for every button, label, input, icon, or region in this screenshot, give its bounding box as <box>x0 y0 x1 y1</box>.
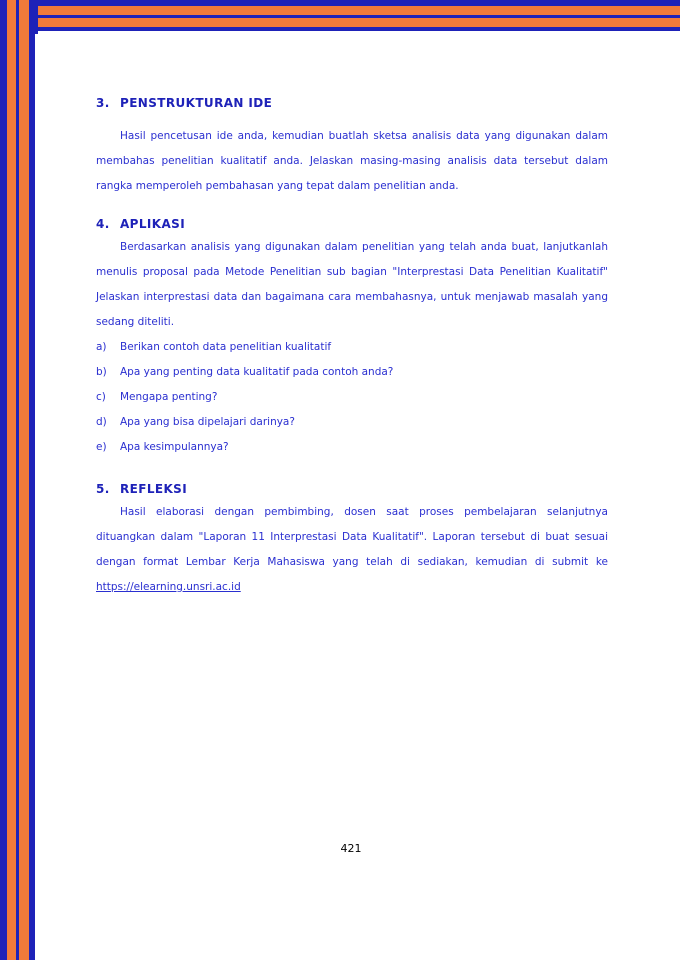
page-content <box>96 96 608 600</box>
list-item-text: Berikan contoh data penelitian kualitatif <box>120 341 332 353</box>
section-title: APLIKASI <box>120 217 186 231</box>
elearning-link[interactable]: https://elearning.unsri.ac.id <box>96 581 241 593</box>
list-marker: c) <box>96 391 106 403</box>
list-item <box>96 410 608 435</box>
list-item <box>96 335 608 360</box>
list-marker: e) <box>96 441 107 453</box>
list-marker: d) <box>96 416 107 428</box>
left-border-stripe <box>29 0 35 960</box>
list-item-text: Apa yang penting data kualitatif pada contoh anda? <box>120 366 394 378</box>
section-3-body: Hasil pencetusan ide anda, kemudian buatlah sketsa analisis data yang digunakan dalam membahas penelitian kualitatif anda. Jelaskan masing-masing analisis data tersebut dalam rangka memperoleh pembahasan yang tepat dalam penelitian anda. <box>96 130 608 192</box>
list-item-text: Apa yang bisa dipelajari darinya? <box>120 416 295 428</box>
top-border-stripe <box>38 27 680 31</box>
list-item-text: Mengapa penting? <box>120 391 218 403</box>
section-4-body: Berdasarkan analisis yang digunakan dalam penelitian yang telah anda buat, lanjutkanlah menulis proposal pada Metode Penelitian sub bagian "Interprestasi Data Penelitian Kualitatif" Jelaskan interprestasi data dan bagaimana cara membahasnya, untuk menjawab masalah yang sedang diteliti. <box>96 241 608 328</box>
left-border-stripe <box>19 0 29 960</box>
list-item <box>96 435 608 460</box>
page-number: 421 <box>340 842 362 855</box>
section-5-text: Hasil elaborasi dengan pembimbing, dosen saat proses pembelajaran selanjutnya dituangkan dalam "Laporan 11 Interprestasi Data Kualitatif". Laporan tersebut di buat sesuai dengan format Lembar Kerja Mahasiswa yang telah di sediakan, kemudian di submit ke <box>96 506 608 568</box>
left-border-stripe <box>7 0 16 960</box>
section-number: 4. <box>96 217 110 231</box>
section-5-heading <box>96 482 608 496</box>
list-marker: a) <box>96 341 107 353</box>
question-list <box>96 335 608 460</box>
top-border-stripe <box>38 6 680 15</box>
section-title: REFLEKSI <box>120 482 188 496</box>
section-4-heading <box>96 217 608 231</box>
section-number: 3. <box>96 96 110 110</box>
list-item <box>96 360 608 385</box>
section-number: 5. <box>96 482 110 496</box>
section-5-body <box>96 500 608 600</box>
top-border-stripe <box>38 18 680 27</box>
list-item-text: Apa kesimpulannya? <box>120 441 229 453</box>
section-title: PENSTRUKTURAN IDE <box>120 96 273 110</box>
list-item <box>96 385 608 410</box>
left-border-stripe <box>0 0 7 960</box>
section-3-heading <box>96 96 608 110</box>
list-marker: b) <box>96 366 107 378</box>
